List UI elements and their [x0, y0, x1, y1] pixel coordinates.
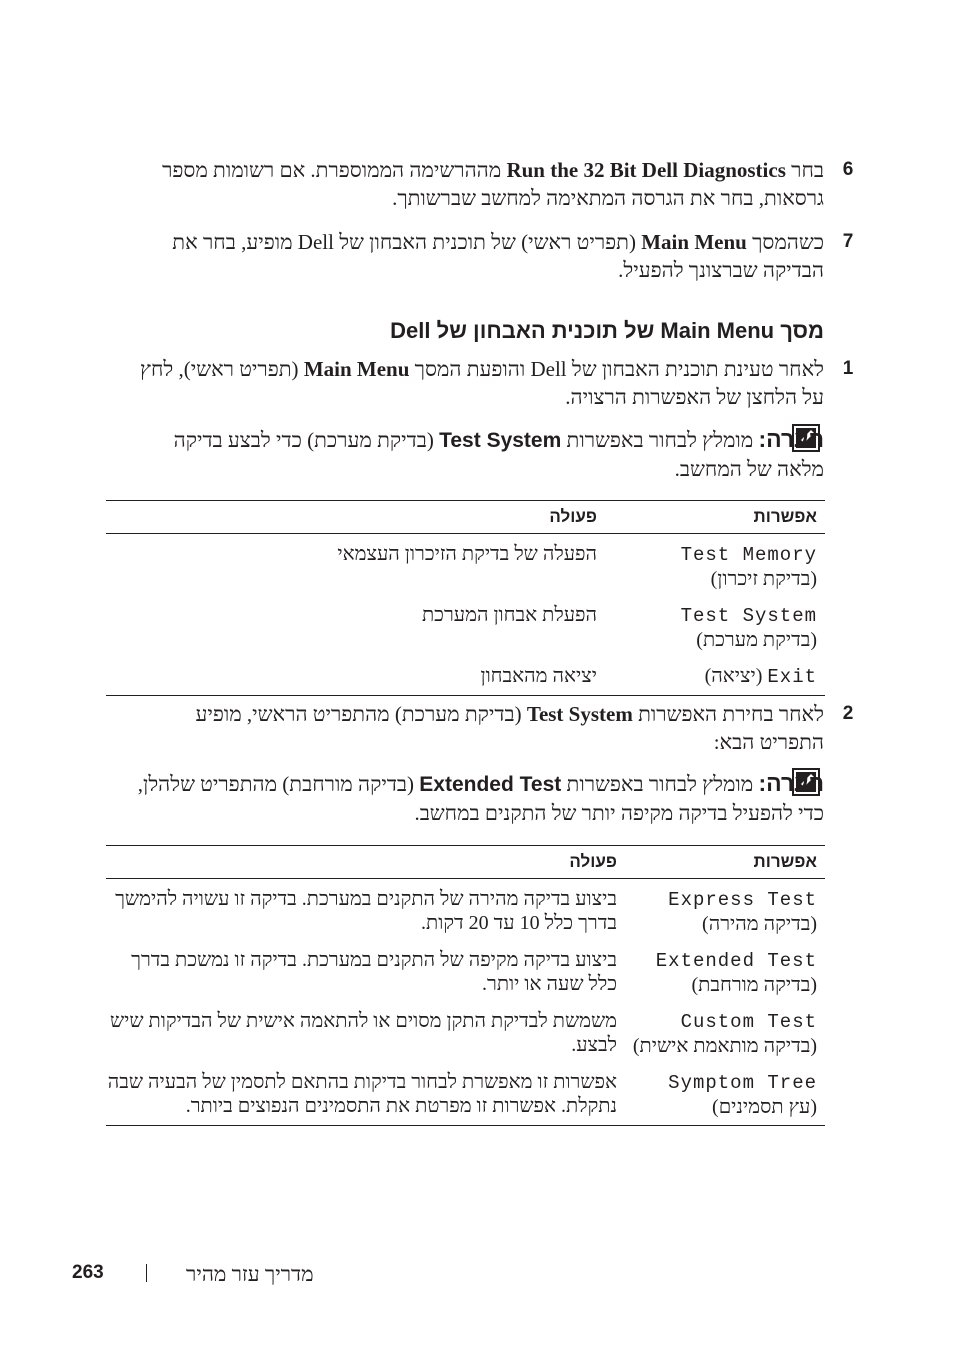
function-cell: ביצוע בדיקה מהירה של התקנים במערכת. בדיקה זו עשויה להימשך בדרך כלל 10 עד 20 דקות.	[115, 888, 617, 934]
option-cell	[625, 942, 825, 1003]
main-menu-options-table	[106, 500, 825, 696]
option-cell	[605, 534, 825, 598]
footer-title: מדריך עזר מהיר	[186, 1262, 314, 1286]
option-cell	[625, 1003, 825, 1064]
step-text-post: (תפריט ראשי) של תוכנית האבחון של Dell מופיע, בחר את הבדיקה שברצונך להפעיל.	[172, 230, 824, 282]
step-7	[134, 228, 854, 284]
option-hebrew: (בדיקת זיכרון)	[710, 568, 817, 590]
function-cell: אפשרות זו מאפשרת לבחור בדיקות בהתאם לתסמין של הבעיה שבה נתקלת. אפשרות זו מפרטת את התסמינים הנפוצים ביותר.	[107, 1071, 617, 1117]
page-number: 263	[72, 1262, 104, 1283]
note-label: הערה:	[758, 426, 824, 452]
option-hebrew: (בדיקה מותאמת אישית)	[632, 1035, 817, 1057]
note-label: הערה:	[758, 770, 824, 796]
note-text-pre: מומלץ לבחור באפשרות	[561, 428, 759, 452]
option-code: Exit	[767, 666, 817, 688]
table-row	[106, 879, 825, 943]
footer-separator	[146, 1264, 147, 1282]
header-function: פעולה	[549, 507, 597, 526]
step-text-pre: לאחר בחירת האפשרות	[632, 702, 824, 726]
step-text-pre: בחר	[785, 158, 824, 182]
step-text-pre: כשהמסך	[746, 230, 824, 254]
header-option: אפשרות	[753, 852, 817, 871]
test-system-options-table	[106, 845, 825, 1126]
function-cell: משמשת לבדיקת התקן מסוים או להתאמה אישית של הבדיקות שיש לבצע.	[109, 1010, 617, 1056]
header-function: פעולה	[569, 852, 617, 871]
option-code: Express Test	[668, 889, 817, 911]
option-hebrew: (יציאה)	[704, 665, 763, 687]
table-header-row	[106, 846, 825, 879]
section-heading: מסך Main Menu של תוכנית האבחון של Dell	[390, 318, 824, 343]
step-2	[134, 700, 854, 756]
option-cell	[605, 658, 825, 696]
function-cell: ביצוע בדיקה מקיפה של התקנים במערכת. בדיקה זו נמשכת בדרך כלל שעה או יותר.	[131, 949, 617, 995]
option-code: Extended Test	[655, 950, 817, 972]
step-bold-text: Test System	[526, 702, 633, 726]
table-header-row	[106, 501, 825, 534]
table-row	[106, 1003, 825, 1064]
option-cell	[625, 879, 825, 943]
step-text-post: (תפריט ראשי), לחץ על הלחצן של האפשרות הרצויה.	[140, 357, 824, 409]
note-bold-text: Extended Test	[419, 773, 562, 796]
option-code: Custom Test	[680, 1011, 817, 1033]
step-number: 1	[842, 358, 854, 379]
option-code: Test System	[680, 605, 817, 627]
note-2	[124, 769, 824, 827]
step-number: 6	[842, 159, 854, 180]
table-row	[106, 658, 825, 696]
step-1	[134, 355, 854, 411]
option-hebrew: (בדיקת מערכת)	[696, 629, 817, 651]
step-bold-text: Main Menu	[303, 357, 410, 381]
option-code: Test Memory	[680, 544, 817, 566]
option-hebrew: (בדיקה מהירה)	[702, 913, 817, 935]
option-cell	[625, 1064, 825, 1126]
table-row	[106, 942, 825, 1003]
function-cell: יציאה מהאבחון	[480, 665, 597, 687]
option-code: Symptom Tree	[668, 1072, 817, 1094]
option-cell	[605, 597, 825, 658]
step-6	[134, 156, 854, 212]
step-bold-text: Main Menu	[641, 230, 747, 254]
table-row	[106, 1064, 825, 1126]
note-bold-text: Test System	[439, 429, 562, 452]
function-cell: הפעלת אבחון המערכת	[421, 604, 597, 626]
step-number: 7	[842, 231, 854, 252]
option-hebrew: (עץ תסמינים)	[712, 1096, 817, 1118]
step-bold-text: Run the 32 Bit Dell Diagnostics	[506, 158, 786, 182]
note-text-post: (בדיקה מורחבת) מהתפריט שלהלן, כדי להפעיל בדיקה מקיפה יותר של התקנים במחשב.	[137, 772, 824, 825]
note-1	[124, 425, 824, 483]
table-row	[106, 534, 825, 598]
step-text-post: מההרשימה הממוספרת. אם רשומות מספר גרסאות, בחר את הגרסה המתאימה למחשב שברשותך.	[162, 158, 824, 210]
function-cell: הפעלה של בדיקת הזיכרון העצמאי	[337, 543, 597, 565]
header-option: אפשרות	[753, 507, 817, 526]
note-text-post: (בדיקת מערכת) כדי לבצע בדיקה מלאה של המחשב.	[173, 428, 824, 481]
step-text-pre: לאחר טעינת תוכנית האבחון של Dell והופעת המסך	[409, 357, 824, 381]
option-hebrew: (בדיקה מורחבת)	[691, 974, 817, 996]
note-text-pre: מומלץ לבחור באפשרות	[561, 772, 759, 796]
step-number: 2	[842, 703, 854, 724]
table-row	[106, 597, 825, 658]
step-text-post: (בדיקת מערכת) מהתפריט הראשי, מופיע התפריט הבא:	[195, 702, 824, 754]
